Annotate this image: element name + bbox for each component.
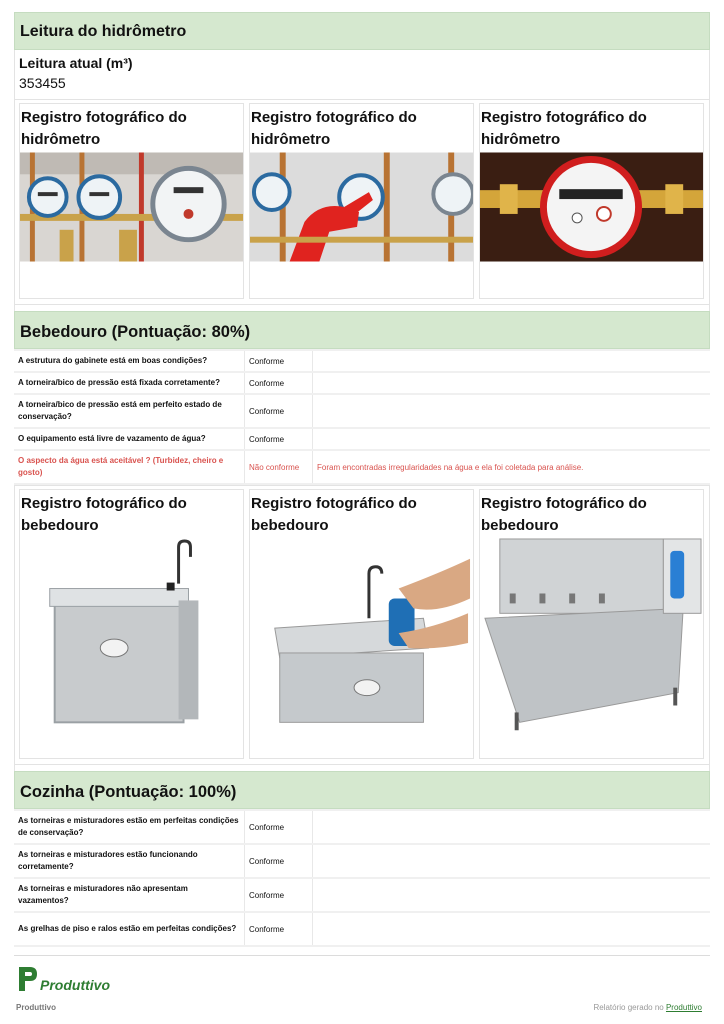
photo-title: Registro fotográfico do bebedouro [20,490,243,538]
drinking-fountain-photo[interactable] [20,538,243,758]
answer: Conforme [244,811,312,843]
kitchen-checklist [14,809,710,947]
answer: Conforme [244,373,312,393]
reading-value: 353455 [19,75,66,91]
checklist-row [14,429,710,449]
answer: Conforme [244,845,312,877]
photo-title: Registro fotográfico do hidrômetro [250,104,473,152]
answer: Conforme [244,913,312,945]
question-text: As grelhas de piso e ralos estão em perfeitas condições? [14,913,244,945]
checklist-row [14,373,710,393]
water-meter-section-title: Leitura do hidrômetro [14,12,710,50]
checklist-row [14,811,710,843]
photo-card [19,103,244,299]
checklist-row [14,845,710,877]
note [312,811,710,843]
question-text: O equipamento está livre de vazamento de água? [14,429,244,449]
checklist-row [14,879,710,911]
drinking-fountain-photos [14,485,710,765]
answer: Conforme [244,395,312,427]
note [312,879,710,911]
water-meter-photo[interactable] [250,152,473,262]
question-text: A torneira/bico de pressão está em perfeito estado de conservação? [14,395,244,427]
photo-title: Registro fotográfico do hidrômetro [480,104,703,152]
footer-company: Produttivo [16,1003,56,1012]
note [312,351,710,371]
checklist-row [14,351,710,371]
note: Foram encontradas irregularidades na água e ela foi coletada para análise. [312,451,710,483]
water-meter-photo[interactable] [20,152,243,262]
drinking-fountain-section-title: Bebedouro (Pontuação: 80%) [14,311,710,349]
photo-card [479,489,704,759]
drinking-fountain-photo[interactable] [250,538,473,758]
checklist-row [14,395,710,427]
kitchen-section-title: Cozinha (Pontuação: 100%) [14,771,710,809]
produttivo-logo-icon [16,965,38,993]
answer: Conforme [244,351,312,371]
photo-title: Registro fotográfico do bebedouro [250,490,473,538]
question-text: A torneira/bico de pressão está fixada corretamente? [14,373,244,393]
water-meter-photos [14,100,710,305]
generated-prefix: Relatório gerado no [593,1003,664,1012]
report-page [14,12,710,947]
note [312,845,710,877]
answer: Conforme [244,879,312,911]
checklist-row-nonconform [14,451,710,483]
question-text: O aspecto da água está aceitável ? (Turbidez, cheiro e gosto) [14,451,244,483]
footer-generated [593,1003,702,1012]
question-text: As torneiras e misturadores estão em perfeitas condições de conservação? [14,811,244,843]
produttivo-logo [16,965,110,993]
note [312,913,710,945]
note [312,395,710,427]
question-text: A estrutura do gabinete está em boas condições? [14,351,244,371]
question-text: As torneiras e misturadores não apresentam vazamentos? [14,879,244,911]
photo-card [479,103,704,299]
footer-divider [14,955,710,956]
photo-card [249,489,474,759]
photo-card [249,103,474,299]
photo-title: Registro fotográfico do hidrômetro [20,104,243,152]
photo-title: Registro fotográfico do bebedouro [480,490,703,538]
checklist-row [14,913,710,945]
reading-label: Leitura atual (m³) [19,55,133,71]
drinking-fountain-photo[interactable] [480,538,703,758]
answer: Conforme [244,429,312,449]
water-meter-photo[interactable] [480,152,703,262]
answer: Não conforme [244,451,312,483]
note [312,373,710,393]
question-text: As torneiras e misturadores estão funcionando corretamente? [14,845,244,877]
photo-card [19,489,244,759]
water-meter-reading [14,50,710,100]
note [312,429,710,449]
drinking-fountain-checklist [14,349,710,485]
logo-text: Produttivo [40,977,110,993]
produttivo-link[interactable]: Produttivo [665,1003,702,1012]
